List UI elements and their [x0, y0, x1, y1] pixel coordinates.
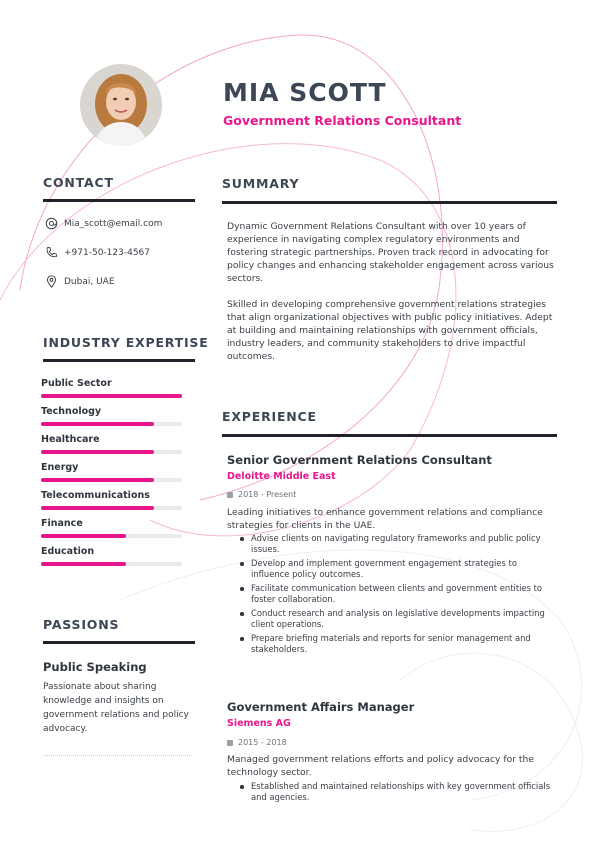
summary-heading: SUMMARY	[222, 176, 300, 191]
job-company: Siemens AG	[227, 718, 291, 729]
expertise-bar-track	[41, 422, 182, 426]
expertise-bar-track	[41, 394, 182, 398]
job-bullet: Conduct research and analysis on legislative developments impacting client operations.	[238, 608, 553, 630]
experience-divider	[222, 434, 557, 437]
experience-heading: EXPERIENCE	[222, 409, 317, 424]
job-dates	[227, 490, 296, 499]
job-bullets	[238, 781, 553, 806]
expertise-bar-fill	[41, 562, 126, 566]
summary-divider	[222, 201, 557, 204]
expertise-item	[41, 406, 183, 426]
expertise-item	[41, 434, 183, 454]
passion-title: Public Speaking	[43, 660, 147, 674]
expertise-bar-fill	[41, 506, 154, 510]
job-company: Deloitte Middle East	[227, 471, 336, 482]
expertise-label: Finance	[41, 518, 83, 529]
expertise-heading: INDUSTRY EXPERTISE	[43, 335, 209, 350]
phone-icon	[45, 246, 58, 259]
passion-divider	[43, 755, 192, 756]
contact-phone[interactable]	[45, 246, 150, 259]
candidate-title: Government Relations Consultant	[223, 113, 462, 128]
at-sign-icon	[45, 217, 58, 230]
passions-heading: PASSIONS	[43, 617, 120, 632]
job-dates-text: 2018 - Present	[238, 490, 297, 499]
passions-divider	[43, 641, 195, 644]
contact-location-text: Dubai, UAE	[64, 276, 115, 287]
contact-email-text: Mia_scott@email.com	[64, 218, 163, 229]
candidate-name: MIA SCOTT	[223, 78, 387, 107]
job-bullet: Prepare briefing materials and reports for senior management and stakeholders.	[238, 633, 553, 655]
expertise-label: Education	[41, 546, 95, 557]
job-bullet: Established and maintained relationships with key government officials and agencies.	[238, 781, 553, 803]
job-bullet: Advise clients on navigating regulatory frameworks and public policy issues.	[238, 533, 553, 555]
calendar-icon	[227, 492, 233, 498]
job-bullets	[238, 533, 553, 658]
expertise-bar-track	[41, 478, 182, 482]
summary-paragraph: Skilled in developing comprehensive government relations strategies that align organizational objectives with public policy initiatives. Adept at building and maintaining relationships with government officials, industry leaders, and community stakeholders to drive impactful outcomes.	[227, 299, 553, 362]
expertise-bar-track	[41, 534, 182, 538]
map-pin-icon	[45, 275, 58, 288]
expertise-item	[41, 490, 183, 510]
passion-text: Passionate about sharing knowledge and insights on government relations and policy advocacy.	[43, 682, 189, 734]
contact-location	[45, 275, 115, 288]
expertise-bar-track	[41, 562, 182, 566]
job-description: Leading initiatives to enhance government relations and compliance strategies for clients in the UAE.	[227, 507, 543, 531]
contact-phone-text: +971-50-123-4567	[64, 247, 150, 258]
expertise-label: Telecommunications	[41, 490, 150, 501]
job-dates	[227, 738, 287, 747]
job-title: Senior Government Relations Consultant	[227, 453, 492, 467]
expertise-bar-fill	[41, 478, 154, 482]
expertise-bar-fill	[41, 394, 182, 398]
job-bullet: Facilitate communication between clients and government entities to foster collaboration.	[238, 583, 553, 605]
expertise-item	[41, 518, 183, 538]
expertise-label: Energy	[41, 462, 79, 473]
profile-photo	[80, 64, 162, 146]
expertise-item	[41, 546, 183, 566]
expertise-bar-fill	[41, 450, 154, 454]
job-description: Managed government relations efforts and policy advocacy for the technology sector.	[227, 754, 534, 778]
expertise-bar-track	[41, 450, 182, 454]
expertise-label: Public Sector	[41, 378, 112, 389]
job-bullet: Develop and implement government engagement strategies to influence policy outcomes.	[238, 558, 553, 580]
summary-paragraph: Dynamic Government Relations Consultant with over 10 years of experience in navigating complex regulatory environments and fostering strategic partnerships. Proven track record in advocating for policy changes and enhancing stakeholder engagement across various sectors.	[227, 221, 554, 284]
expertise-bar-track	[41, 506, 182, 510]
contact-heading: CONTACT	[43, 175, 114, 190]
job-dates-text: 2015 - 2018	[238, 738, 287, 747]
expertise-item	[41, 462, 183, 482]
summary-text	[227, 220, 557, 376]
job-title: Government Affairs Manager	[227, 700, 415, 714]
expertise-label: Healthcare	[41, 434, 100, 445]
contact-email[interactable]	[45, 217, 162, 230]
contact-divider	[43, 199, 195, 202]
expertise-divider	[43, 359, 195, 362]
expertise-label: Technology	[41, 406, 102, 417]
expertise-bar-fill	[41, 422, 154, 426]
expertise-item	[41, 378, 183, 398]
calendar-icon	[227, 740, 233, 746]
expertise-bar-fill	[41, 534, 126, 538]
